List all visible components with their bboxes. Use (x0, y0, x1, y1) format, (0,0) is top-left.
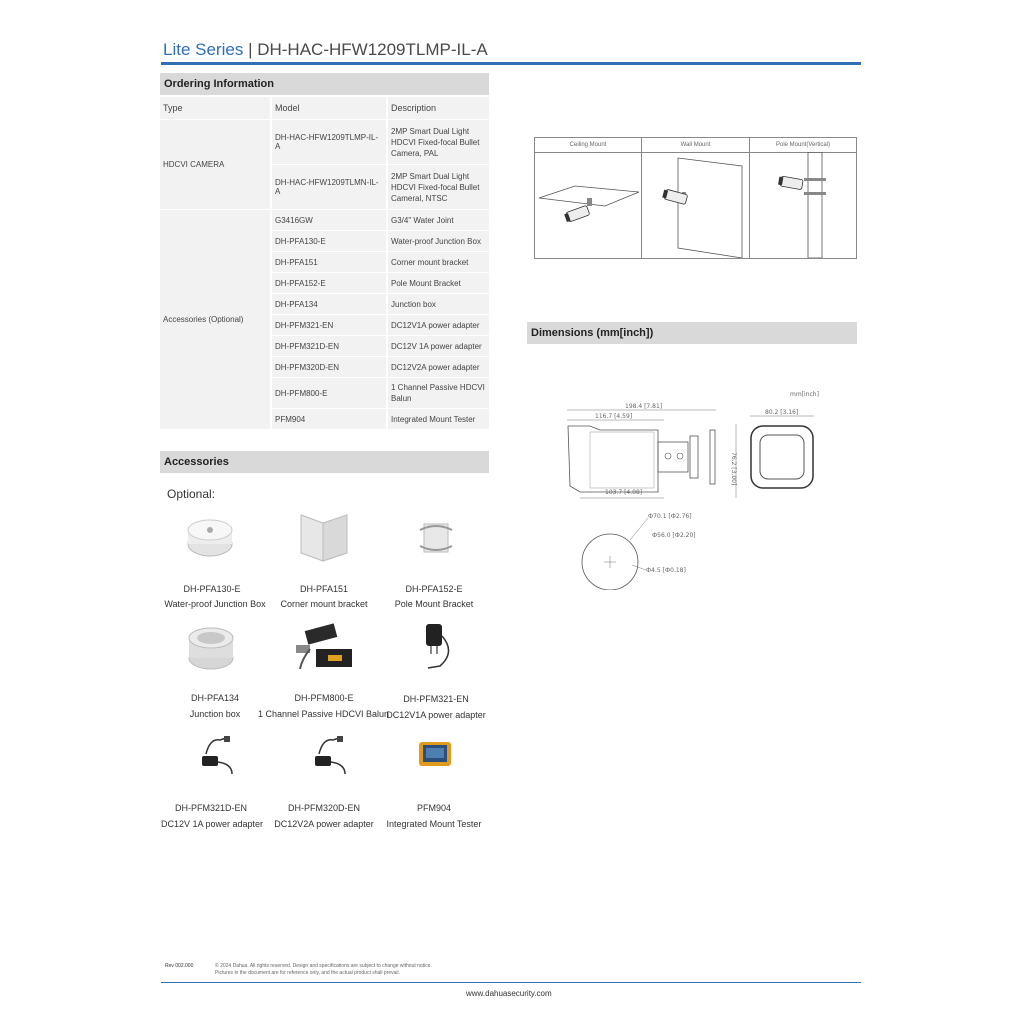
description-cell: G3/4" Water Joint (387, 210, 489, 231)
table-header-row (160, 97, 489, 120)
model-cell: DH-PFA134 (271, 294, 387, 315)
dimension-lower-length: 103.7 [4.08] (605, 489, 643, 496)
title-separator: | (248, 40, 253, 59)
copyright-notice (215, 963, 432, 977)
model-cell: DH-HAC-HFW1209TLMN-IL-A (271, 165, 387, 210)
dimension-total-length: 198.4 [7.81] (625, 403, 663, 410)
corner-mount-bracket-image (297, 511, 349, 563)
header-rule (161, 62, 861, 65)
pole-mount-panel (750, 138, 856, 258)
accessory-model-pfm320d: DH-PFM320D-EN (287, 803, 360, 813)
description-cell: Pole Mount Bracket (387, 273, 489, 294)
accessory-desc-pfm321d: DC12V 1A power adapter (160, 819, 264, 829)
dimension-width: 80.2 [3.16] (765, 409, 799, 416)
accessory-desc-pfa134: Junction box (189, 709, 241, 719)
power-adapter-321-image (416, 622, 456, 672)
description-cell: DC12V2A power adapter (387, 357, 489, 378)
accessory-desc-pfm320d: DC12V2A power adapter (274, 819, 374, 829)
accessory-desc-pfa151: Corner mount bracket (280, 599, 368, 609)
dimensions-drawing (540, 380, 840, 590)
description-cell: DC12V1A power adapter (387, 315, 489, 336)
dimension-height: 76.2 [3.00] (730, 452, 737, 486)
column-header-model: Model (271, 97, 387, 120)
series-name: Lite Series (163, 40, 244, 59)
model-cell: PFM904 (271, 409, 387, 430)
dimension-diameter-mid: Ф56.0 [Ф2.20] (652, 532, 696, 539)
model-cell: DH-PFA151 (271, 252, 387, 273)
dimensions-section-title: Dimensions (mm[inch]) (527, 322, 857, 344)
column-header-description: Description (387, 97, 489, 120)
accessory-model-pfa130: DH-PFA130-E (183, 584, 241, 594)
power-adapter-320d-image (307, 734, 351, 776)
description-cell: Integrated Mount Tester (387, 409, 489, 430)
model-cell: DH-PFA130-E (271, 231, 387, 252)
type-camera: HDCVI CAMERA (160, 120, 271, 210)
ceiling-mount-label: Ceiling Mount (535, 138, 641, 153)
ceiling-mount-panel (535, 138, 642, 258)
document-title (163, 40, 488, 60)
accessory-model-pfm321d: DH-PFM321D-EN (174, 803, 247, 813)
accessory-desc-pfa152: Pole Mount Bracket (394, 599, 474, 609)
table-row (160, 120, 489, 165)
ceiling-mount-icon (535, 152, 642, 258)
description-cell: Junction box (387, 294, 489, 315)
accessory-desc-pfa130: Water-proof Junction Box (164, 599, 266, 609)
mount-diagram (534, 137, 857, 259)
accessories-section-title: Accessories (160, 451, 489, 473)
pole-mount-label: Pole Mount(Vertical) (750, 138, 856, 153)
model-cell: DH-PFM800-E (271, 378, 387, 409)
wall-mount-label: Wall Mount (642, 138, 749, 153)
description-cell: DC12V 1A power adapter (387, 336, 489, 357)
accessory-model-pfm321: DH-PFM321-EN (403, 694, 469, 704)
dimension-diameter-outer: Ф70.1 [Ф2.76] (648, 513, 692, 520)
accessory-model-pfm800: DH-PFM800-E (294, 693, 354, 703)
accessory-desc-pfm800: 1 Channel Passive HDCVI Balun (258, 709, 390, 719)
pole-mount-bracket-image (416, 520, 456, 556)
dimension-body-length: 116.7 [4.59] (595, 413, 633, 420)
footer-rule (161, 982, 861, 983)
description-cell: Water-proof Junction Box (387, 231, 489, 252)
table-row (160, 210, 489, 231)
accessory-model-pfm904: PFM904 (416, 803, 451, 813)
ordering-section-title: Ordering Information (160, 73, 489, 95)
description-cell: Corner mount bracket (387, 252, 489, 273)
accessory-model-pfa134: DH-PFA134 (190, 693, 240, 703)
model-cell: DH-PFM320D-EN (271, 357, 387, 378)
column-header-type: Type (160, 97, 271, 120)
model-cell: DH-PFM321-EN (271, 315, 387, 336)
copyright-line-2: Pictures in the document are for reference only, and the actual product shall prevail. (215, 970, 401, 976)
type-accessories: Accessories (Optional) (160, 210, 271, 430)
accessory-model-pfa151: DH-PFA151 (299, 584, 349, 594)
junction-box-pfa130-image (185, 514, 235, 560)
model-cell: DH-PFM321D-EN (271, 336, 387, 357)
accessory-model-pfa152: DH-PFA152-E (405, 584, 463, 594)
pole-mount-icon (750, 152, 856, 258)
model-cell: DH-PFA152-E (271, 273, 387, 294)
dimension-unit: mm[inch] (790, 391, 819, 398)
copyright-line-1: © 2024 Dahua. All rights reserved. Design and specifications are subject to change without notice. (215, 963, 432, 969)
ordering-table (160, 97, 489, 430)
description-cell: 2MP Smart Dual Light HDCVI Fixed-focal Bullet Camera, PAL (387, 120, 489, 165)
mount-tester-image (418, 740, 452, 770)
junction-box-pfa134-image (186, 624, 236, 672)
optional-label: Optional: (167, 487, 216, 501)
accessory-desc-pfm904: Integrated Mount Tester (386, 819, 482, 829)
model-name: DH-HAC-HFW1209TLMP-IL-A (257, 40, 488, 59)
description-cell: 1 Channel Passive HDCVI Balun (387, 378, 489, 409)
accessory-desc-pfm321: DC12V1A power adapter (386, 710, 486, 720)
dimension-diameter-hole: Ф4.5 [Ф0.18] (646, 567, 686, 574)
power-adapter-321d-image (196, 734, 240, 776)
description-cell: 2MP Smart Dual Light HDCVI Fixed-focal Bullet Cameral, NTSC (387, 165, 489, 210)
revision-label: Rev 002.000 (165, 963, 194, 969)
wall-mount-icon (642, 152, 750, 258)
model-cell: DH-HAC-HFW1209TLMP-IL-A (271, 120, 387, 165)
wall-mount-panel (642, 138, 750, 258)
passive-balun-image (288, 619, 360, 675)
website-link[interactable]: www.dahuasecurity.com (466, 989, 552, 998)
model-cell: G3416GW (271, 210, 387, 231)
